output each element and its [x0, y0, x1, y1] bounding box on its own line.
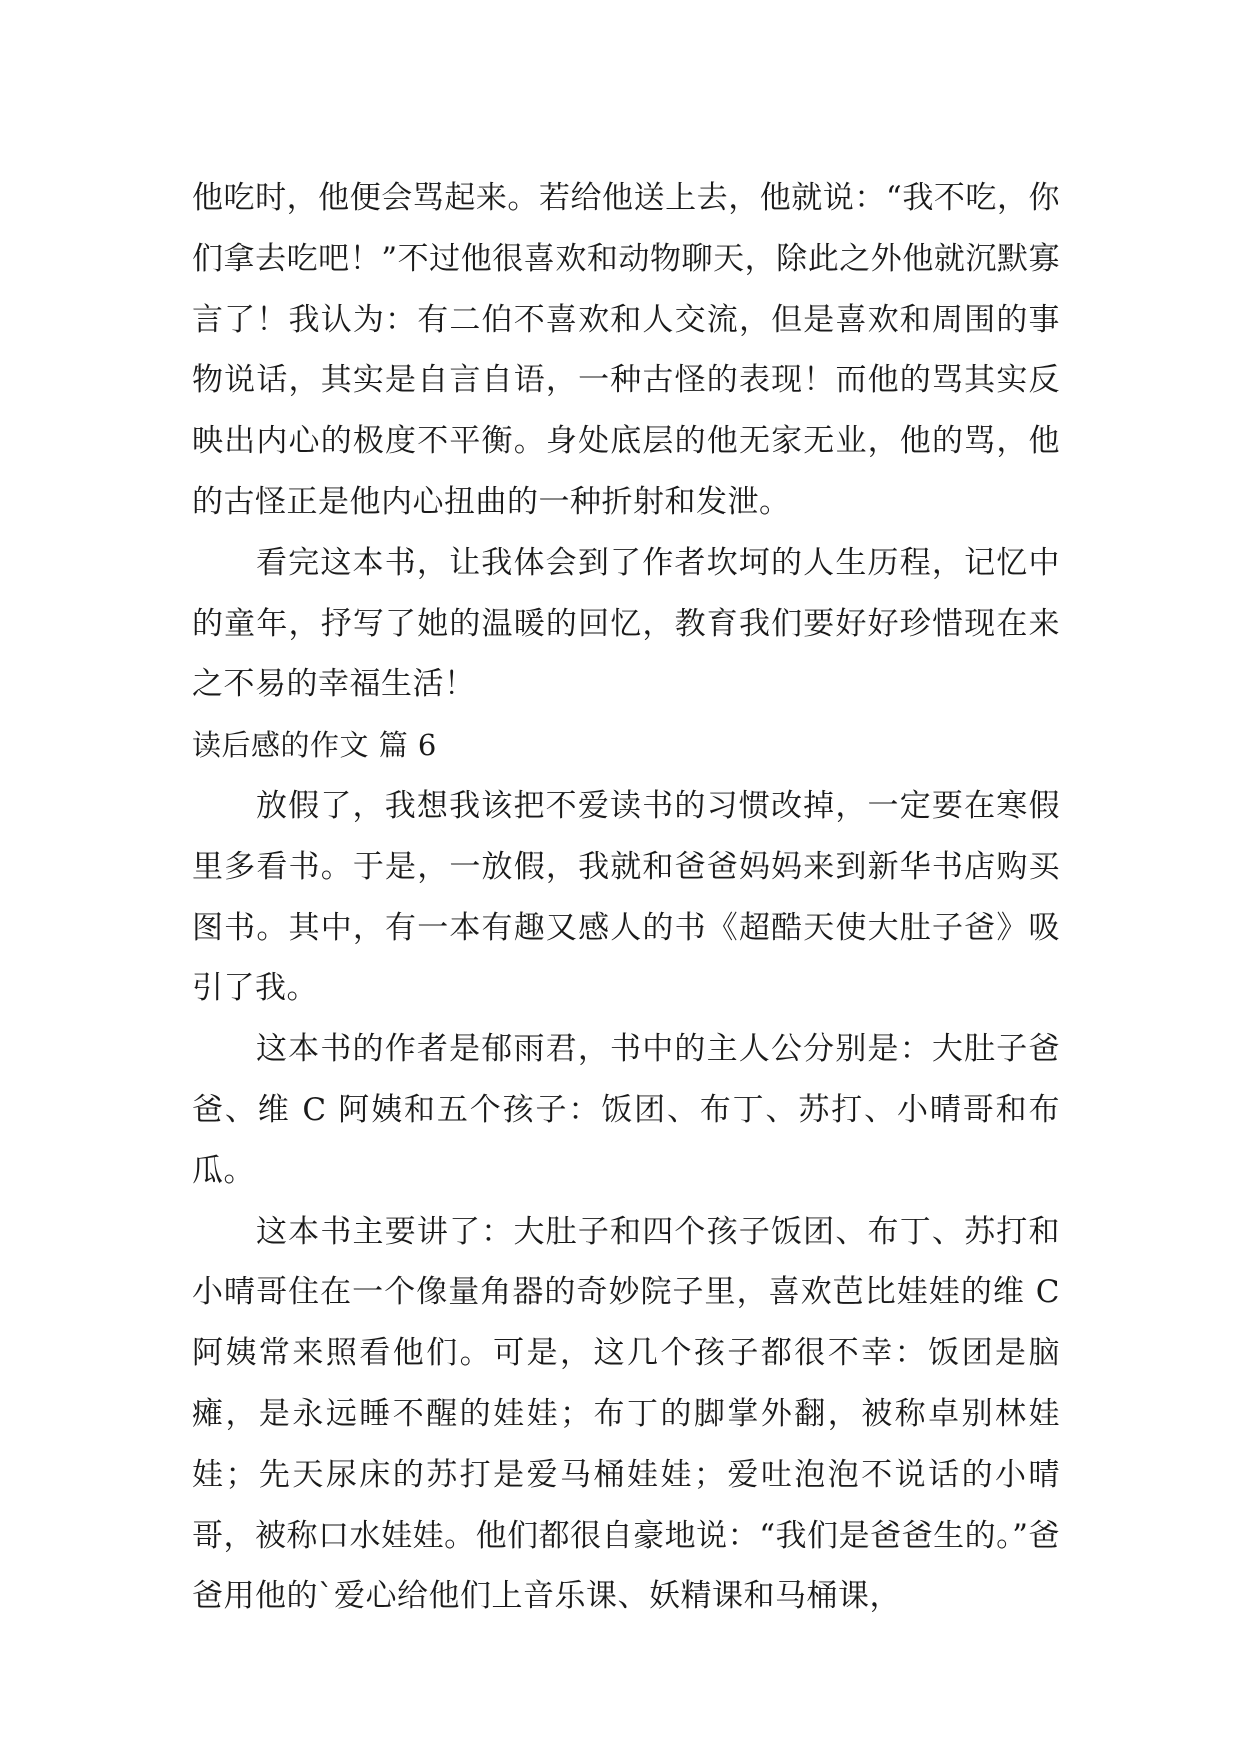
- paragraph-5: 这本书主要讲了：大肚子和四个孩子饭团、布丁、苏打和小晴哥住在一个像量角器的奇妙院子里，喜欢芭比娃娃的维 C 阿姨常来照看他们。可是，这几个孩子都很不幸：饭团是脑瘫，是永远睡不醒的娃娃；布丁的脚掌外翻，被称卓别林娃娃；先天尿床的苏打是爱马桶娃娃；爱吐泡泡不说话的小晴哥，被称口水娃娃。他们都很自豪地说：“我们是爸爸生的。”爸爸用他的`爱心给他们上音乐课、妖精课和马桶课，: [192, 1213, 1060, 1615]
- paragraph-2: 看完这本书，让我体会到了作者坎坷的人生历程，记忆中的童年，抒写了她的温暖的回忆，教育我们要好好珍惜现在来之不易的幸福生活！: [192, 544, 1060, 703]
- section-heading: 读后感的作文 篇 6: [192, 728, 437, 763]
- document-body: [192, 168, 1060, 1627]
- paragraph-4: 这本书的作者是郁雨君，书中的主人公分别是：大肚子爸爸、维 C 阿姨和五个孩子：饭团、布丁、苏打、小晴哥和布瓜。: [192, 1031, 1060, 1189]
- paragraph-1: 他吃时，他便会骂起来。若给他送上去，他就说：“我不吃，你们拿去吃吧！”不过他很喜欢和动物聊天，除此之外他就沉默寡言了！我认为：有二伯不喜欢和人交流，但是喜欢和周围的事物说话，其实是自言自语，一种古怪的表现！而他的骂其实反映出内心的极度不平衡。身处底层的他无家无业，他的骂，他的古怪正是他内心扭曲的一种折射和发泄。: [192, 180, 1060, 520]
- paragraph-3: 放假了，我想我该把不爱读书的习惯改掉，一定要在寒假里多看书。于是，一放假，我就和爸爸妈妈来到新华书店购买图书。其中，有一本有趣又感人的书《超酷天使大肚子爸》吸引了我。: [192, 787, 1060, 1007]
